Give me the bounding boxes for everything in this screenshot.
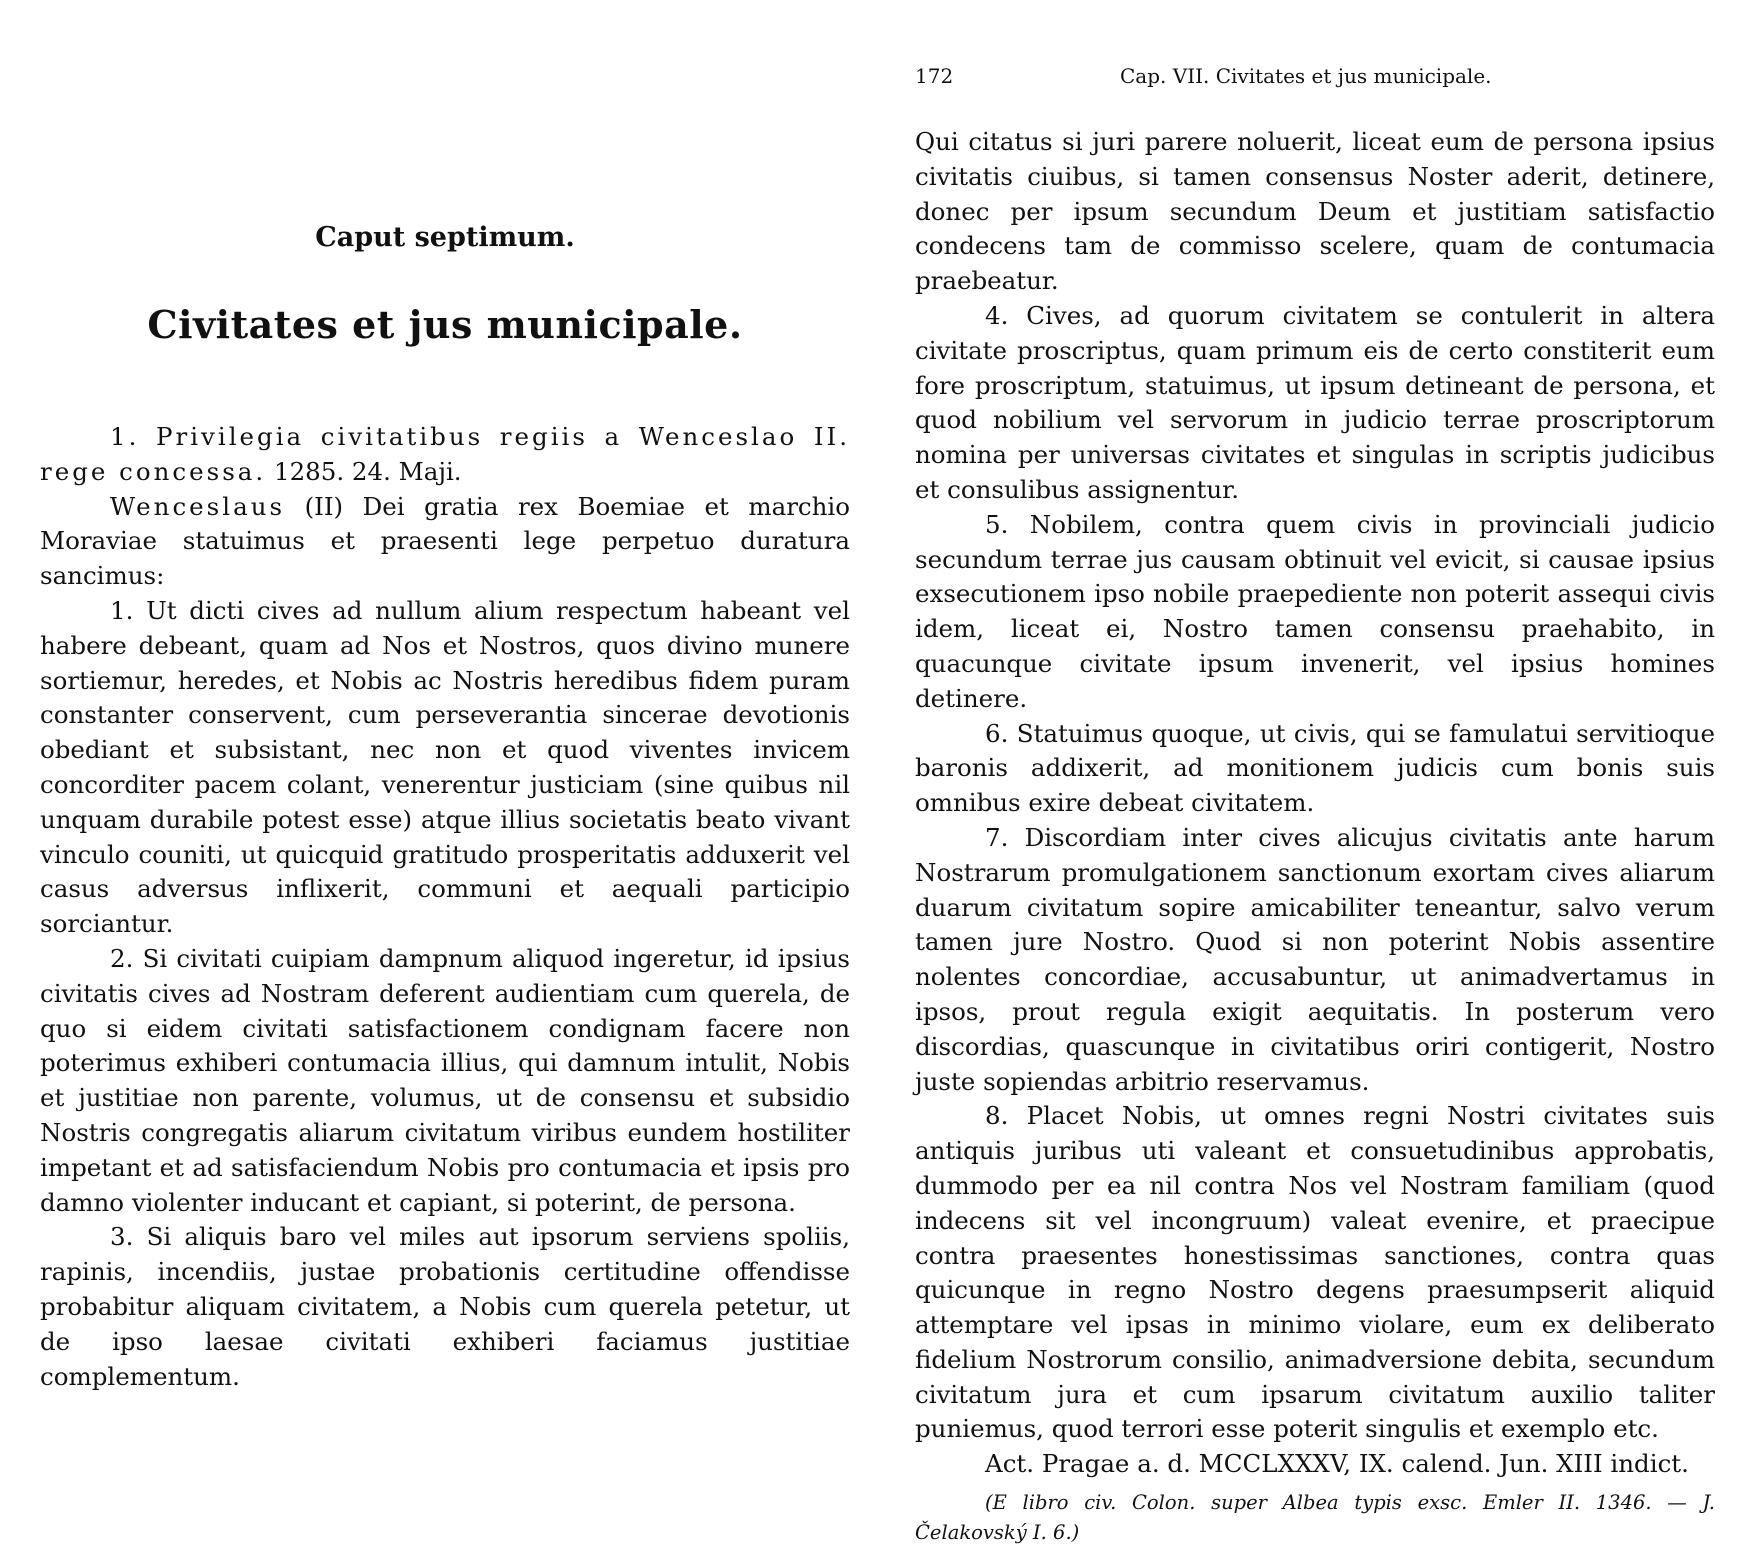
paragraph-4: 4. Cives, ad quorum civitatem se contulerit in altera civitate proscriptus, quam primum eis de certo constiterit eum fore proscriptum, statuimus, ut ipsum detineant de persona, et quod nobilium vel servorum in judicio terrae proscriptorum nomina per universas civitates et singulas in scriptis judicibus et consulibus assignentur. (915, 300, 1715, 504)
left-page-body (40, 420, 850, 1394)
running-header (915, 64, 1715, 94)
document-title (40, 420, 850, 490)
actum-line: Act. Pragae a. d. MCCLXXXV, IX. calend. Jun. XIII indict. (985, 1449, 1689, 1479)
paragraph-5: 5. Nobilem, contra quem civis in provinciali judicio secundum terrae jus causam obtinuit vel evicit, si causae ipsius exsecutionem ipso nobile praepediente non poterit assequi civis idem, liceat ei, Nostro tamen consensu praehabito, in quacunque civitate ipsum invenerit, vel ipsius homines detinere. (915, 509, 1715, 713)
document-title-text: 1. Privilegia civitatibus regiis a Wenceslao II. rege concessa. (40, 422, 850, 486)
paragraph-8: 8. Placet Nobis, ut omnes regni Nostri civitates suis antiquis juribus uti valeant et consuetudinibus approbatis, dummodo per ea nil contra Nos vel Nostram familiam (quod indecens sit vel incongruum) valeat evenire, et praecipue contra praesentes honestissimas sanctiones, contra quas quicunque in regno Nostro degens praesumpserit aliquid attemptare vel ipsas in minimo violare, eum ex deliberato fidelium Nostrorum consilio, animadversione debita, secundum civitatum jura et cum ipsarum civitatum auxilio taliter puniemus, quod terrori esse poterit singulis et exemplo etc. (915, 1101, 1715, 1444)
source-note: (E libro civ. Colon. super Albea typis exsc. Emler II. 1346. — J. Čelakovský I. 6.) (915, 1491, 1715, 1545)
right-page-body (915, 125, 1715, 1548)
chapter-title: Civitates et jus municipale. (147, 302, 743, 347)
document-date: 1285. 24. Maji. (274, 456, 462, 486)
paragraph-1: 1. Ut dicti cives ad nullum alium respectum habeant vel habere debeant, quam ad Nos et Nostros, quos divino munere sortiemur, heredes, et Nobis ac Nostris heredibus fidem puram constanter conservent, cum perseverantia sincerae devotionis obediant et subsistant, nec non et quod viventes invicem concorditer pacem colant, venerentur justiciam (sine quibus nil unquam durabile potest esse) atque illius societatis beato vivant vinculo couniti, ut quicquid gratitudo prosperitatis adduxerit vel casus adversus inflixerit, communi et aequali participio sorciantur. (40, 595, 850, 939)
intro-name: Wenceslaus (110, 491, 286, 521)
running-title: Cap. VII. Civitates et jus municipale. (1120, 64, 1492, 88)
continuation-paragraph: Qui citatus si juri parere noluerit, liceat eum de persona ipsius civitatis ciuibus, si tamen consensus Noster aderit, detinere, donec per ipsum secundum Deum et justitiam satisfactio condecens tam de commisso scelere, quam de contumacia praebeatur. (915, 127, 1715, 296)
intro-paragraph (40, 490, 850, 594)
intro-text: (II) Dei gratia rex Boemiae et marchio Moraviae statuimus et praesenti lege perpetuo duratura sancimus: (40, 491, 850, 591)
paragraph-6: 6. Statuimus quoque, ut civis, qui se famulatui servitioque baronis addixerit, ad monitionem judicis cum bonis suis omnibus exire debeat civitatem. (915, 718, 1715, 818)
paragraph-2: 2. Si civitati cuipiam dampnum aliquod ingeretur, id ipsius civitatis cives ad Nostram deferent audientiam cum querela, de quo si eidem civitati satisfactionem condignam facere non poterimus exhiberi contumacia illius, qui damnum intulit, Nobis et justitiae non parente, volumus, ut de consensu et subsidio Nostris congregatis aliarum civitatum viribus eundem hostiliter impetant et ad satisfaciendum Nobis pro contumacia et ipsis pro damno violenter inducant et capiant, si poterint, de persona. (40, 943, 850, 1217)
chapter-label: Caput septimum. (315, 222, 575, 253)
paragraph-7: 7. Discordiam inter cives alicujus civitatis ante harum Nostrarum promulgationem sanctionum exortam cives aliarum duarum civitatum sopire amicabiliter teneantur, salvo verum tamen jure Nostro. Quod si non poterint Nobis assentire nolentes concordiae, accusabuntur, ut animadvertamus in ipsos, prout regula exigit aequitatis. In posterum vero discordias, quascunque in civitatibus oriri contigerit, Nostro juste sopiendas arbitrio reservamus. (915, 822, 1715, 1096)
paragraph-3: 3. Si aliquis baro vel miles aut ipsorum serviens spoliis, rapinis, incendiis, justae probationis certitudine offendisse probabitur aliquam civitatem, a Nobis cum querela petetur, ut de ipso laesae civitati exhiberi faciamus justitiae complementum. (40, 1222, 850, 1391)
page-number: 172 (915, 64, 954, 88)
